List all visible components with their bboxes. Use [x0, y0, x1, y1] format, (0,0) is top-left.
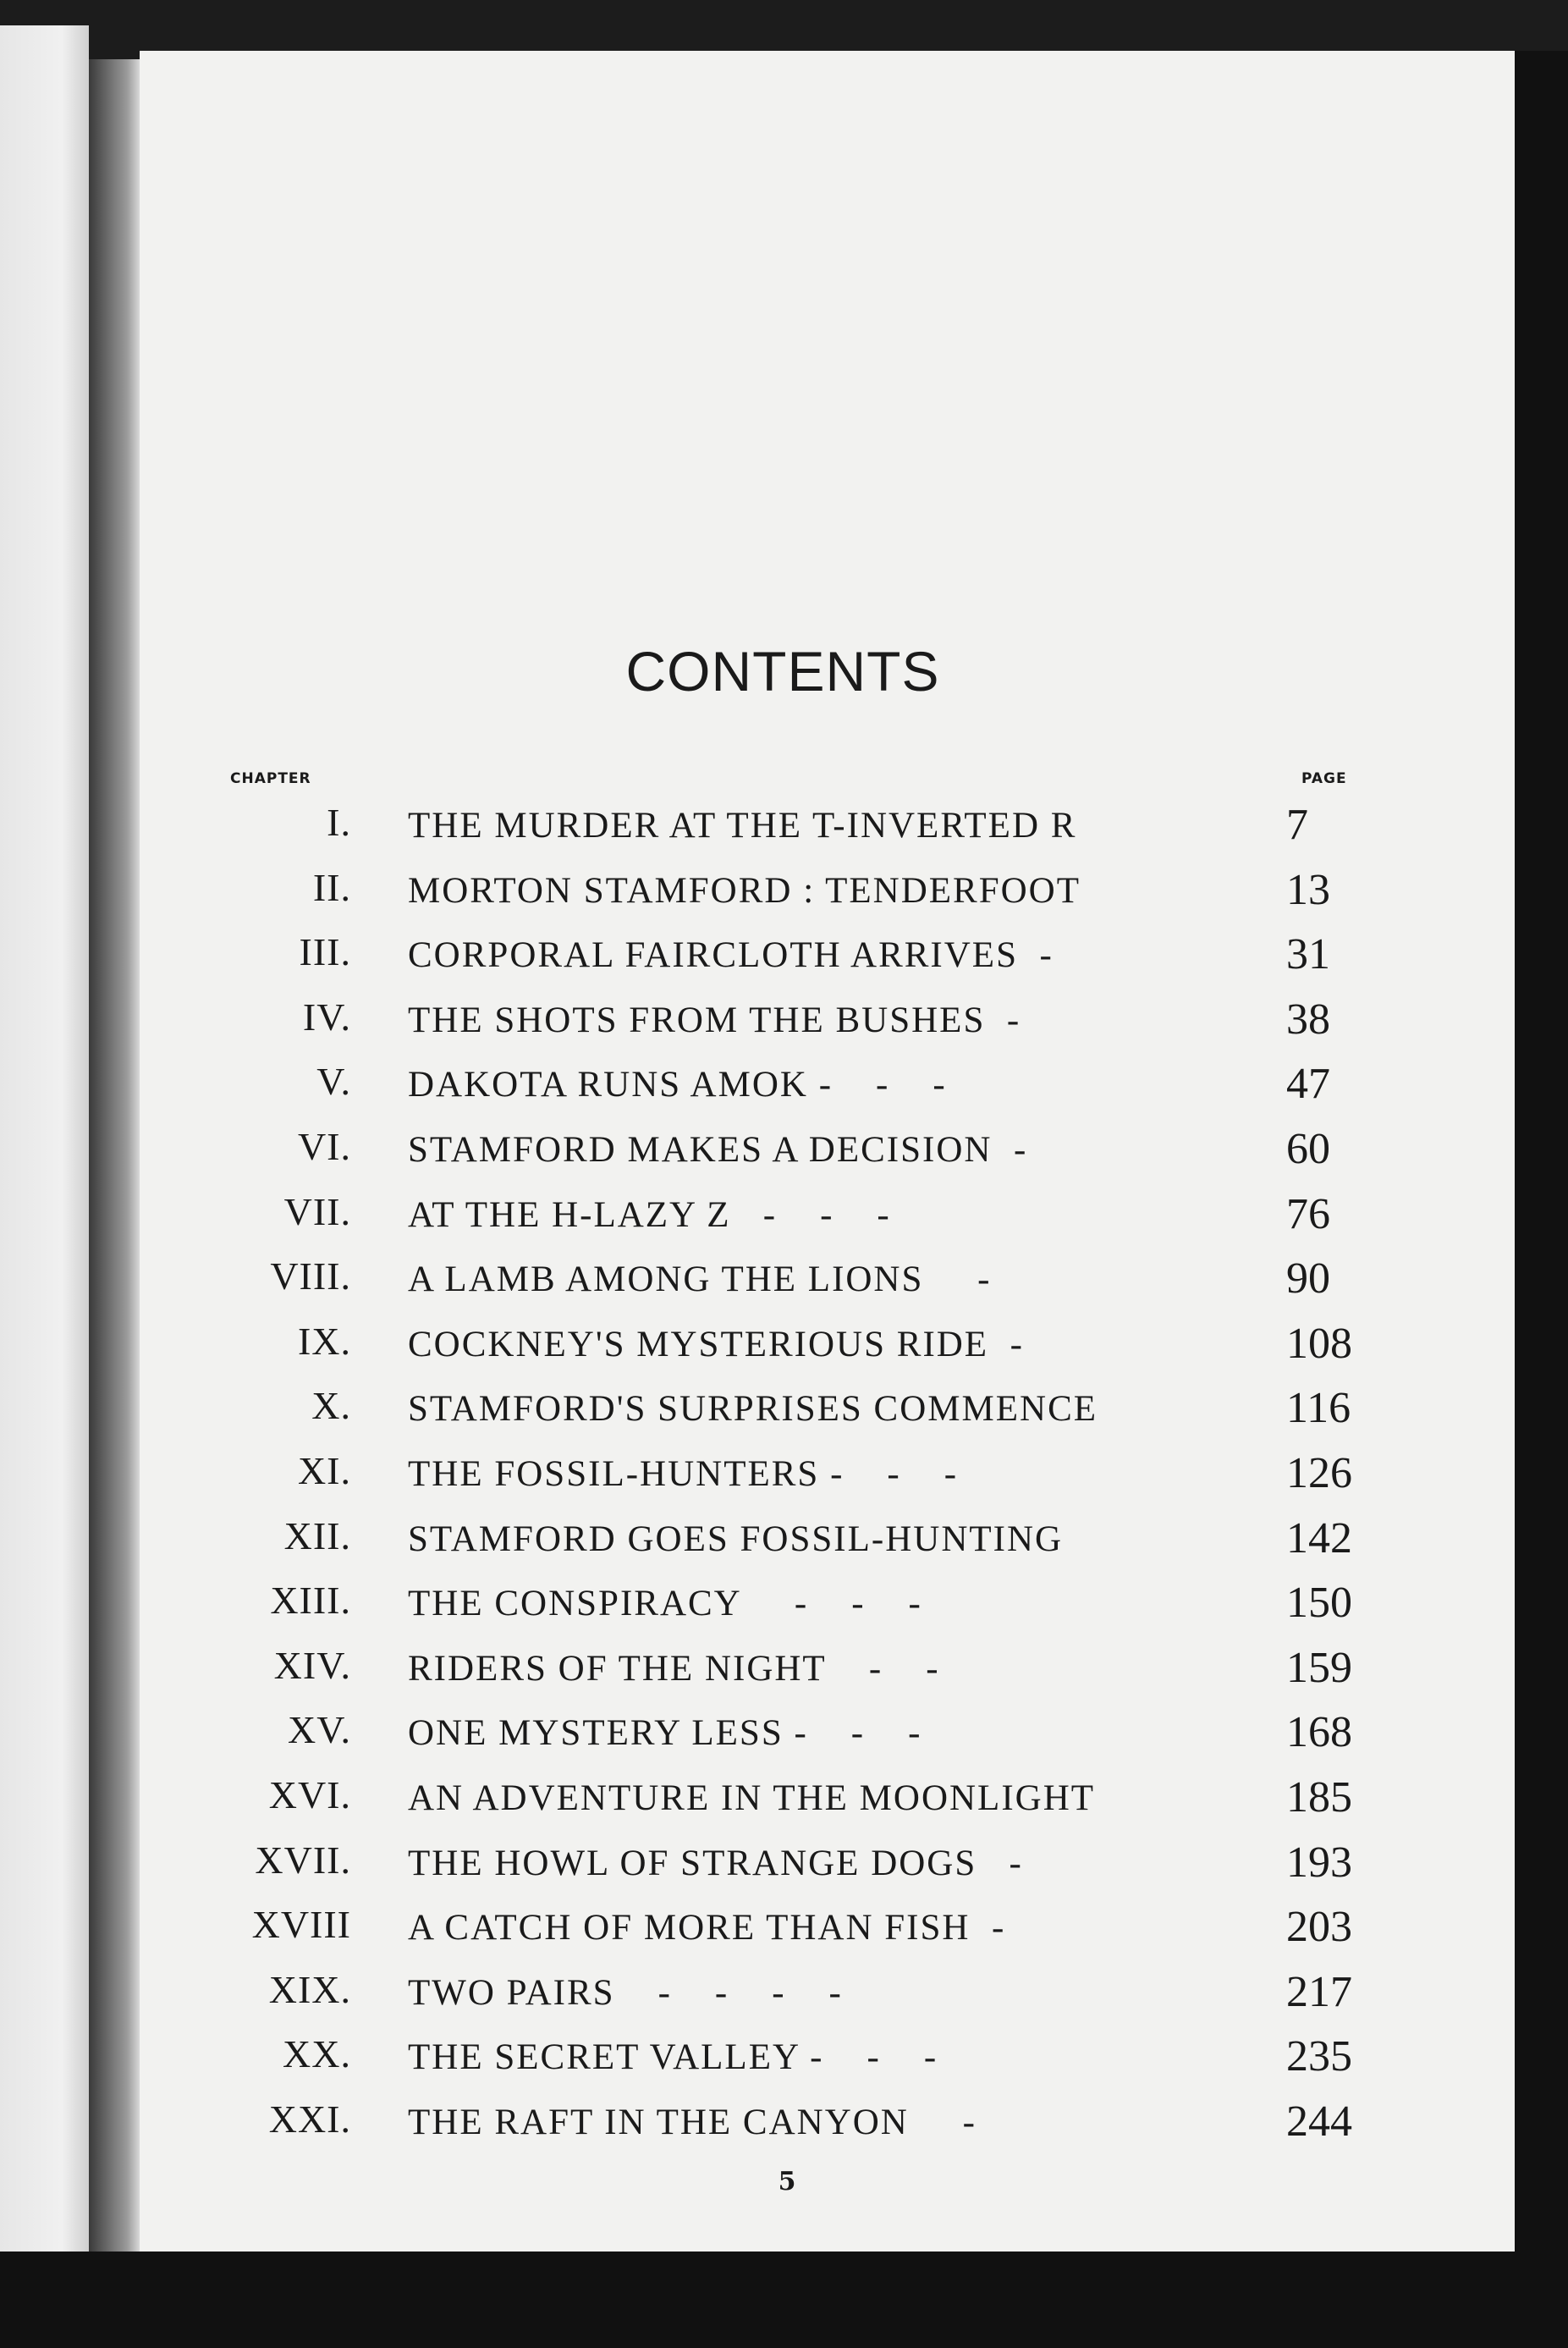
chapter-number: IV.	[302, 995, 351, 1039]
toc-entry	[0, 1838, 1515, 1903]
chapter-page-number: 185	[1286, 1772, 1352, 1822]
toc-entry	[0, 2097, 1515, 2162]
chapter-title: MORTON STAMFORD : TENDERFOOT	[408, 870, 1081, 911]
chapter-title: STAMFORD'S SURPRISES COMMENCE	[408, 1389, 1098, 1430]
chapter-title: CORPORAL FAIRCLOTH ARRIVES -	[408, 935, 1054, 976]
chapter-number: XIV.	[273, 1643, 351, 1687]
contents-title: CONTENTS	[625, 640, 940, 703]
chapter-number: I.	[327, 801, 351, 844]
table-of-contents	[0, 800, 1515, 2161]
chapter-title: STAMFORD MAKES A DECISION -	[408, 1129, 1028, 1170]
chapter-page-number: 126	[1286, 1448, 1352, 1497]
chapter-title: THE SECRET VALLEY - - -	[408, 2037, 938, 2078]
toc-entry	[0, 1578, 1515, 1643]
toc-entry	[0, 1772, 1515, 1838]
chapter-number: V.	[316, 1060, 351, 1104]
scan-border-right	[1515, 51, 1568, 2348]
chapter-number: XXI.	[268, 2097, 351, 2141]
chapter-number: XVII.	[255, 1838, 351, 1882]
toc-entry	[0, 1319, 1515, 1384]
chapter-page-number: 142	[1286, 1513, 1352, 1563]
chapter-page-number: 217	[1286, 1967, 1352, 2016]
toc-entry	[0, 1707, 1515, 1772]
chapter-page-number: 168	[1286, 1708, 1352, 1757]
chapter-number: XV.	[287, 1708, 351, 1752]
toc-entry	[0, 995, 1515, 1060]
chapter-title: A CATCH OF MORE THAN FISH -	[408, 1908, 1006, 1948]
chapter-title: THE CONSPIRACY - - -	[408, 1584, 922, 1624]
toc-entry	[0, 1967, 1515, 2032]
page-column-header: PAGE	[1301, 770, 1347, 787]
chapter-page-number: 47	[1286, 1060, 1330, 1109]
toc-entry	[0, 1448, 1515, 1513]
chapter-title: RIDERS OF THE NIGHT - -	[408, 1648, 940, 1689]
toc-entry	[0, 929, 1515, 995]
toc-entry	[0, 1513, 1515, 1579]
chapter-title: COCKNEY'S MYSTERIOUS RIDE -	[408, 1324, 1024, 1364]
chapter-page-number: 193	[1286, 1838, 1352, 1887]
chapter-page-number: 7	[1286, 801, 1308, 849]
chapter-title: ONE MYSTERY LESS - - -	[408, 1713, 922, 1754]
chapter-page-number: 31	[1286, 930, 1330, 979]
chapter-number: VII.	[283, 1189, 351, 1233]
chapter-page-number: 38	[1286, 995, 1330, 1044]
toc-entry	[0, 1189, 1515, 1254]
chapter-title: THE MURDER AT THE T-INVERTED R	[408, 806, 1077, 846]
chapter-page-number: 203	[1286, 1903, 1352, 1952]
toc-entry	[0, 865, 1515, 930]
scan-border-bottom	[0, 2252, 1568, 2348]
toc-entry	[0, 1383, 1515, 1448]
chapter-title: AN ADVENTURE IN THE MOONLIGHT	[408, 1778, 1096, 1818]
chapter-page-number: 244	[1286, 2097, 1352, 2146]
chapter-page-number: 235	[1286, 2032, 1352, 2081]
chapter-number: VIII.	[270, 1254, 351, 1298]
chapter-number: IX.	[297, 1319, 351, 1363]
chapter-page-number: 76	[1286, 1189, 1330, 1238]
chapter-page-number: 108	[1286, 1319, 1352, 1368]
chapter-number: III.	[299, 930, 351, 974]
chapter-number: XI.	[297, 1448, 351, 1492]
chapter-number: XIII.	[270, 1579, 351, 1623]
chapter-title: DAKOTA RUNS AMOK - - -	[408, 1065, 947, 1105]
chapter-title: STAMFORD GOES FOSSIL-HUNTING	[408, 1518, 1064, 1559]
toc-entry	[0, 1124, 1515, 1189]
chapter-title: THE HOWL OF STRANGE DOGS -	[408, 1843, 1023, 1883]
chapter-page-number: 150	[1286, 1579, 1352, 1628]
toc-entry	[0, 1643, 1515, 1708]
toc-entry	[0, 1059, 1515, 1124]
chapter-number: XVIII	[251, 1903, 351, 1947]
chapter-page-number: 90	[1286, 1254, 1330, 1304]
chapter-title: A LAMB AMONG THE LIONS -	[408, 1259, 992, 1300]
chapter-number: XVI.	[268, 1772, 351, 1816]
chapter-page-number: 13	[1286, 865, 1330, 914]
chapter-page-number: 116	[1286, 1384, 1351, 1433]
chapter-title: THE RAFT IN THE CANYON -	[408, 2102, 977, 2142]
chapter-number: VI.	[297, 1124, 351, 1168]
chapter-number: II.	[312, 865, 351, 909]
chapter-title: THE SHOTS FROM THE BUSHES -	[408, 1000, 1021, 1040]
chapter-page-number: 60	[1286, 1124, 1330, 1173]
toc-entry	[0, 800, 1515, 865]
chapter-number: X.	[311, 1384, 351, 1428]
toc-entry	[0, 1902, 1515, 1967]
chapter-number: XII.	[283, 1513, 351, 1557]
toc-entry	[0, 2031, 1515, 2097]
chapter-title: TWO PAIRS - - - -	[408, 1972, 843, 2013]
chapter-column-header: CHAPTER	[230, 770, 311, 787]
chapter-number: XIX.	[268, 1967, 351, 2011]
chapter-number: XX.	[283, 2032, 351, 2076]
toc-entry	[0, 1254, 1515, 1319]
chapter-title: THE FOSSIL-HUNTERS - - -	[408, 1453, 959, 1494]
chapter-title: AT THE H-LAZY Z - - -	[408, 1194, 891, 1235]
chapter-page-number: 159	[1286, 1643, 1352, 1692]
page-number: 5	[778, 2167, 796, 2196]
